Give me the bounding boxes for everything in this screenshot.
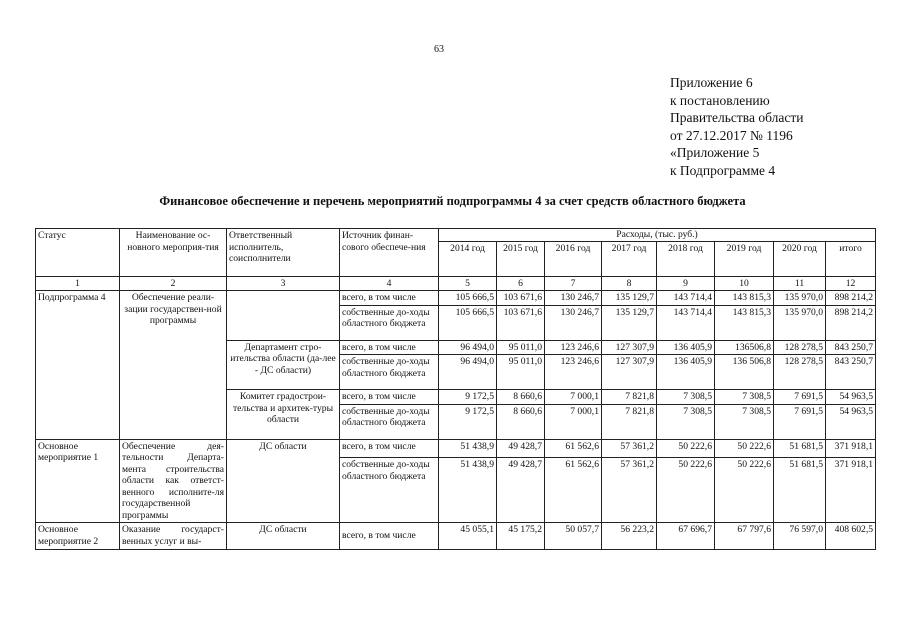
value-cell: 898 214,2 (826, 305, 876, 340)
value-cell: 7 308,5 (657, 404, 715, 439)
header-executor: Ответственный исполнитель, соисполнители (227, 229, 340, 277)
value-cell: 95 011,0 (497, 355, 545, 390)
row-source: собственные до-ходы областного бюджета (340, 305, 439, 340)
value-cell: 7 308,5 (715, 404, 774, 439)
row-source: всего, в том числе (340, 291, 439, 306)
value-cell: 130 246,7 (545, 291, 602, 306)
table-row (36, 291, 876, 306)
value-cell: 136 405,9 (657, 340, 715, 355)
value-cell: 130 246,7 (545, 305, 602, 340)
value-cell: 135 970,0 (774, 291, 826, 306)
value-cell: 127 307,9 (602, 355, 657, 390)
row-source: собственные до-ходы областного бюджета (340, 404, 439, 439)
value-cell: 49 428,7 (497, 439, 545, 458)
value-cell: 136 405,9 (657, 355, 715, 390)
value-cell: 51 681,5 (774, 439, 826, 458)
value-cell: 143 815,3 (715, 291, 774, 306)
row-executor: ДС области (227, 523, 340, 550)
value-cell: 103 671,6 (497, 291, 545, 306)
column-number: 7 (545, 276, 602, 291)
value-cell: 51 438,9 (439, 439, 497, 458)
value-cell: 123 246,6 (545, 340, 602, 355)
row-source: собственные до-ходы областного бюджета (340, 355, 439, 390)
column-number: 1 (36, 276, 120, 291)
row-status: Основное мероприятие 2 (36, 523, 120, 550)
column-number: 9 (657, 276, 715, 291)
value-cell: 105 666,5 (439, 291, 497, 306)
value-cell: 136506,8 (715, 340, 774, 355)
header-source: Источник финан-сового обеспече-ния (340, 229, 439, 277)
header-expenses: Расходы, (тыс. руб.) (439, 229, 876, 242)
value-cell: 8 660,6 (497, 404, 545, 439)
value-cell: 843 250,7 (826, 355, 876, 390)
value-cell: 7 308,5 (657, 390, 715, 405)
column-number: 10 (715, 276, 774, 291)
value-cell: 57 361,2 (602, 439, 657, 458)
value-cell: 45 055,1 (439, 523, 497, 550)
value-cell: 61 562,6 (545, 439, 602, 458)
row-name: Оказание государст-венных услуг и вы- (120, 523, 227, 550)
row-source: всего, в том числе (340, 439, 439, 458)
value-cell: 371 918,1 (826, 458, 876, 523)
header-status: Статус (36, 229, 120, 277)
header-total: итого (826, 241, 876, 276)
row-name: Обеспечение реали-зации государствен-ной программы (120, 291, 227, 440)
column-number: 8 (602, 276, 657, 291)
column-number-row (36, 276, 876, 291)
document-title: Финансовое обеспечение и перечень мероприятий подпрограммы 4 за счет средств областного бюджета (159, 194, 746, 208)
column-number: 2 (120, 276, 227, 291)
value-cell: 135 970,0 (774, 305, 826, 340)
value-cell: 128 278,5 (774, 340, 826, 355)
appendix-note (670, 74, 803, 179)
value-cell: 408 602,5 (826, 523, 876, 550)
value-cell: 50 222,6 (715, 439, 774, 458)
value-cell: 96 494,0 (439, 355, 497, 390)
row-source: собственные до-ходы областного бюджета (340, 458, 439, 523)
appendix-line: от 27.12.2017 № 1196 (670, 127, 793, 143)
value-cell: 50 057,7 (545, 523, 602, 550)
column-number: 3 (227, 276, 340, 291)
value-cell: 96 494,0 (439, 340, 497, 355)
value-cell: 7 000,1 (545, 390, 602, 405)
column-number: 4 (340, 276, 439, 291)
value-cell: 7 000,1 (545, 404, 602, 439)
value-cell: 7 691,5 (774, 404, 826, 439)
value-cell: 67 797,6 (715, 523, 774, 550)
appendix-line: к постановлению (670, 92, 770, 108)
value-cell: 8 660,6 (497, 390, 545, 405)
value-cell: 135 129,7 (602, 305, 657, 340)
column-number: 12 (826, 276, 876, 291)
value-cell: 54 963,5 (826, 390, 876, 405)
value-cell: 50 222,6 (657, 439, 715, 458)
value-cell: 7 821,8 (602, 404, 657, 439)
table-row (36, 439, 876, 458)
header-year-2017: 2017 год (602, 241, 657, 276)
value-cell: 128 278,5 (774, 355, 826, 390)
value-cell: 50 222,6 (657, 458, 715, 523)
row-executor: Департамент стро-ительства области (да-лее - ДС области) (227, 340, 340, 390)
header-year-2020: 2020 год (774, 241, 826, 276)
value-cell: 143 714,4 (657, 305, 715, 340)
value-cell: 95 011,0 (497, 340, 545, 355)
value-cell: 76 597,0 (774, 523, 826, 550)
budget-table (35, 228, 876, 550)
value-cell: 371 918,1 (826, 439, 876, 458)
row-source: всего, в том числе (340, 523, 439, 550)
value-cell: 105 666,5 (439, 305, 497, 340)
appendix-line: «Приложение 5 (670, 145, 760, 160)
value-cell: 51 681,5 (774, 458, 826, 523)
header-year-2018: 2018 год (657, 241, 715, 276)
appendix-line: Приложение 6 (670, 75, 753, 90)
value-cell: 57 361,2 (602, 458, 657, 523)
value-cell: 45 175,2 (497, 523, 545, 550)
value-cell: 7 821,8 (602, 390, 657, 405)
value-cell: 9 172,5 (439, 390, 497, 405)
header-year-2019: 2019 год (715, 241, 774, 276)
appendix-line: Правительства области (670, 110, 804, 125)
value-cell: 61 562,6 (545, 458, 602, 523)
row-status: Подпрограмма 4 (36, 291, 120, 440)
header-year-2015: 2015 год (497, 241, 545, 276)
row-executor: Комитет градострои-тельства и архитек-туры области (227, 390, 340, 440)
value-cell: 7 308,5 (715, 390, 774, 405)
value-cell: 135 129,7 (602, 291, 657, 306)
value-cell: 843 250,7 (826, 340, 876, 355)
table-row (36, 523, 876, 550)
value-cell: 143 815,3 (715, 305, 774, 340)
value-cell: 123 246,6 (545, 355, 602, 390)
row-name: Обеспечение дея-тельности Департа-мента строительства области как ответст-венного исполните-ля государственной программы (120, 439, 227, 523)
value-cell: 54 963,5 (826, 404, 876, 439)
header-year-2014: 2014 год (439, 241, 497, 276)
column-number: 6 (497, 276, 545, 291)
value-cell: 56 223,2 (602, 523, 657, 550)
header-year-2016: 2016 год (545, 241, 602, 276)
value-cell: 50 222,6 (715, 458, 774, 523)
header-name: Наименование ос-новного мероприя-тия (120, 229, 227, 277)
column-number: 11 (774, 276, 826, 291)
value-cell: 51 438,9 (439, 458, 497, 523)
value-cell: 143 714,4 (657, 291, 715, 306)
value-cell: 136 506,8 (715, 355, 774, 390)
value-cell: 898 214,2 (826, 291, 876, 306)
value-cell: 103 671,6 (497, 305, 545, 340)
header-row (36, 229, 876, 242)
row-executor: ДС области (227, 439, 340, 523)
value-cell: 7 691,5 (774, 390, 826, 405)
row-executor (227, 291, 340, 341)
row-source: всего, в том числе (340, 340, 439, 355)
value-cell: 49 428,7 (497, 458, 545, 523)
row-source: всего, в том числе (340, 390, 439, 405)
value-cell: 67 696,7 (657, 523, 715, 550)
value-cell: 9 172,5 (439, 404, 497, 439)
value-cell: 127 307,9 (602, 340, 657, 355)
row-status: Основное мероприятие 1 (36, 439, 120, 523)
column-number: 5 (439, 276, 497, 291)
appendix-line: к Подпрограмме 4 (670, 162, 776, 178)
page-number: 63 (434, 44, 444, 55)
